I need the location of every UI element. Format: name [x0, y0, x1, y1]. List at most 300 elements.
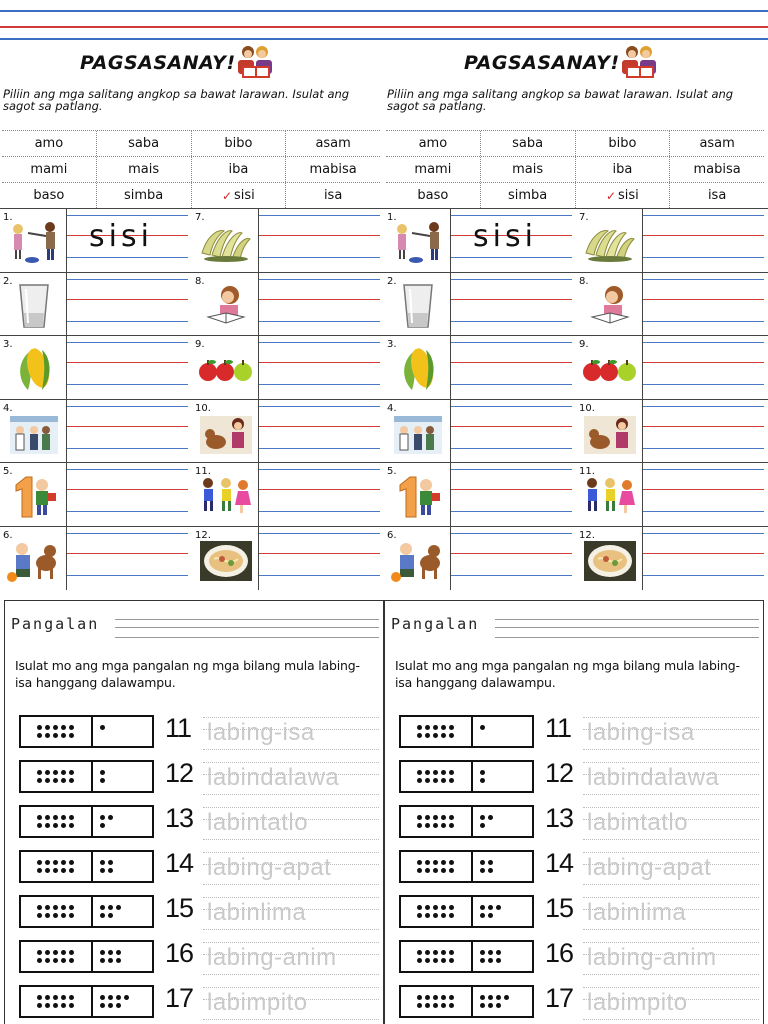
dot	[433, 770, 438, 775]
dot	[488, 958, 493, 963]
guide-line	[495, 627, 759, 628]
picture-item	[192, 208, 384, 271]
word-bank-label: amo	[418, 136, 448, 151]
guide-line	[203, 807, 379, 808]
tracing-line[interactable]	[203, 760, 379, 796]
answer-line[interactable]	[258, 336, 380, 399]
dot	[488, 913, 493, 918]
ten-dots	[401, 762, 473, 791]
written-answer: sisi	[89, 219, 153, 254]
ones-dots	[93, 897, 152, 926]
worksheet-title: PAGSASANAY!	[80, 52, 236, 74]
item-number: 7.	[195, 212, 205, 223]
ten-dots	[401, 987, 473, 1016]
answer-line[interactable]	[66, 400, 188, 463]
item-number: 5.	[387, 466, 397, 477]
dot	[100, 1003, 105, 1008]
guide-line	[451, 362, 572, 363]
ones-dots	[473, 897, 532, 926]
dot	[425, 733, 430, 738]
dot	[433, 995, 438, 1000]
tracing-line[interactable]	[203, 805, 379, 841]
worksheet-instruction: Piliin ang mga salitang angkop sa bawat larawan. Isulat ang sagot sa patlang.	[3, 87, 350, 113]
answer-line[interactable]	[258, 273, 380, 336]
ten-dots	[21, 942, 93, 971]
word-bank-word	[386, 157, 481, 182]
dot	[69, 770, 74, 775]
guide-line	[451, 469, 572, 470]
number-row	[399, 940, 759, 976]
dot	[100, 958, 105, 963]
dot	[488, 815, 493, 820]
dot	[449, 958, 454, 963]
numeral: 11	[545, 713, 572, 743]
dot	[449, 950, 454, 955]
tracing-line[interactable]	[203, 940, 379, 976]
dot	[417, 815, 422, 820]
dot	[425, 815, 430, 820]
dot	[116, 905, 121, 910]
name-field[interactable]	[115, 613, 379, 643]
ten-dots	[21, 987, 93, 1016]
guide-line	[451, 342, 572, 343]
word-bank-word	[286, 183, 380, 208]
top-blue-line-2	[0, 38, 768, 40]
pagsasanay-worksheet-left	[0, 44, 384, 590]
dot	[433, 913, 438, 918]
boy-with-dog-icon	[390, 537, 446, 583]
ones-dots	[93, 717, 152, 746]
answer-line[interactable]	[450, 273, 572, 336]
number-row	[19, 850, 379, 886]
dot	[417, 868, 422, 873]
dot	[45, 1003, 50, 1008]
guide-line	[259, 553, 380, 554]
dot	[480, 778, 485, 783]
dot	[61, 958, 66, 963]
guide-line	[67, 426, 188, 427]
picture-item	[576, 335, 768, 398]
answer-line[interactable]	[450, 527, 572, 590]
item-number: 12.	[195, 529, 211, 541]
guide-line	[451, 426, 572, 427]
number-words-worksheet-left	[4, 600, 384, 1024]
dot	[45, 868, 50, 873]
dot	[108, 913, 113, 918]
answer-line[interactable]	[450, 336, 572, 399]
number-row	[399, 805, 759, 841]
dot	[108, 860, 113, 865]
picture-item	[576, 462, 768, 525]
dot	[61, 1003, 66, 1008]
guide-line	[259, 384, 380, 385]
answer-line[interactable]	[642, 463, 764, 526]
guide-line	[643, 469, 764, 470]
name-label: Pangalan	[391, 615, 480, 633]
guide-line	[583, 942, 759, 943]
word-bank-label: mami	[414, 162, 452, 177]
worksheet-instruction: Isulat mo ang mga pangalan ng mga bilang mula labing-isa hanggang dalawampu.	[15, 658, 360, 690]
dot	[53, 860, 58, 865]
dot	[480, 913, 485, 918]
word-bank	[386, 130, 764, 208]
item-number: 2.	[3, 275, 13, 287]
dot	[488, 905, 493, 910]
answer-line[interactable]	[450, 209, 572, 272]
dot	[441, 725, 446, 730]
guide-line	[259, 362, 380, 363]
word-bank-word	[286, 131, 380, 156]
guide-line	[643, 575, 764, 576]
guide-line	[203, 884, 379, 885]
number-row	[399, 895, 759, 931]
answer-line[interactable]	[642, 527, 764, 590]
word-bank-label: bibo	[224, 136, 253, 151]
corn-icon	[6, 346, 62, 392]
guide-line	[583, 749, 759, 750]
tracing-line[interactable]	[203, 715, 379, 751]
word-bank-word	[386, 183, 481, 208]
dot	[433, 1003, 438, 1008]
picture-item	[576, 399, 768, 462]
guide-line	[67, 553, 188, 554]
dot	[108, 1003, 113, 1008]
number-row	[19, 760, 379, 796]
answer-line[interactable]	[258, 463, 380, 526]
numeral: 15	[545, 893, 574, 923]
picture-answer-grid	[384, 208, 768, 590]
ones-dots	[93, 852, 152, 881]
guide-line	[583, 852, 759, 853]
dot	[53, 995, 58, 1000]
dot	[480, 725, 485, 730]
guide-line	[583, 884, 759, 885]
word-bank-word	[2, 131, 97, 156]
number-row	[19, 805, 379, 841]
item-number: 12.	[579, 529, 595, 541]
dot	[449, 725, 454, 730]
ten-frame	[19, 850, 154, 883]
dot	[69, 860, 74, 865]
guide-line	[115, 619, 379, 620]
number-words-worksheet-right	[384, 600, 764, 1024]
word-bank-label: simba	[123, 188, 164, 203]
tracing-line[interactable]	[203, 895, 379, 931]
dot	[45, 733, 50, 738]
guide-line	[203, 839, 379, 840]
guide-line	[451, 215, 572, 216]
picture-item	[384, 272, 576, 335]
item-number: 5.	[3, 466, 13, 477]
dot	[496, 905, 501, 910]
picture-item	[0, 335, 192, 398]
dot	[417, 995, 422, 1000]
ones-dots	[473, 852, 532, 881]
noodle-soup-icon	[582, 537, 638, 583]
guide-line	[259, 469, 380, 470]
ten-dots	[21, 762, 93, 791]
tracing-line[interactable]	[203, 985, 379, 1021]
number-row	[19, 895, 379, 931]
dot	[417, 823, 422, 828]
boy-with-dog-icon	[6, 537, 62, 583]
answer-line[interactable]	[66, 336, 188, 399]
guide-line	[643, 279, 764, 280]
word-bank-label: isa	[323, 188, 343, 203]
dot	[449, 913, 454, 918]
guide-line	[643, 489, 764, 490]
answer-line[interactable]	[642, 209, 764, 272]
guide-line	[259, 406, 380, 407]
dot	[433, 815, 438, 820]
ten-frame	[399, 715, 534, 748]
dot	[417, 725, 422, 730]
word-bank-word	[97, 183, 192, 208]
picture-item	[576, 272, 768, 335]
answer-line[interactable]	[642, 273, 764, 336]
dot	[116, 1003, 121, 1008]
word-bank-label: asam	[315, 136, 351, 151]
answer-line[interactable]	[258, 527, 380, 590]
dot	[69, 905, 74, 910]
word-bank-word	[386, 131, 481, 156]
dot	[504, 995, 509, 1000]
item-number: 1.	[3, 212, 13, 223]
word-bank-word	[192, 183, 287, 208]
item-number: 11.	[579, 466, 595, 477]
ten-frame	[399, 850, 534, 883]
guide-line	[583, 794, 759, 795]
guide-line	[643, 406, 764, 407]
dot	[425, 950, 430, 955]
numeral: 16	[545, 938, 574, 968]
trace-word: labing-anim	[587, 944, 717, 971]
number-row	[19, 715, 379, 751]
guide-line	[203, 717, 379, 718]
word-bank	[2, 130, 380, 208]
item-number: 7.	[579, 212, 589, 223]
dot	[45, 815, 50, 820]
apples-icon	[198, 346, 254, 392]
dot	[61, 725, 66, 730]
word-bank-row	[386, 183, 764, 209]
picture-item	[576, 526, 768, 589]
number-row	[399, 850, 759, 886]
tracing-line[interactable]	[583, 715, 759, 751]
dot	[441, 770, 446, 775]
number-row	[399, 715, 759, 751]
guide-line	[203, 974, 379, 975]
dot	[61, 905, 66, 910]
guide-line	[583, 987, 759, 988]
guide-line	[583, 762, 759, 763]
number-one-boy-icon	[390, 473, 446, 519]
word-bank-label: mais	[512, 162, 544, 177]
word-bank-word	[2, 157, 97, 182]
word-bank-word	[576, 157, 671, 182]
item-number: 10.	[195, 402, 211, 414]
dot	[441, 913, 446, 918]
word-bank-label: saba	[512, 136, 544, 151]
dot	[480, 770, 485, 775]
dot	[441, 778, 446, 783]
ones-dots	[93, 762, 152, 791]
guide-line	[451, 299, 572, 300]
dot	[69, 778, 74, 783]
word-bank-label: mabisa	[693, 162, 741, 177]
guide-line	[67, 406, 188, 407]
tracing-line[interactable]	[203, 850, 379, 886]
dot	[417, 860, 422, 865]
item-number: 8.	[579, 275, 589, 287]
ten-dots	[401, 897, 473, 926]
guide-line	[203, 794, 379, 795]
word-bank-word	[97, 131, 192, 156]
dot	[417, 733, 422, 738]
answer-line[interactable]	[642, 336, 764, 399]
guide-line	[259, 257, 380, 258]
dot	[433, 778, 438, 783]
dot	[441, 868, 446, 873]
number-one-boy-icon	[6, 473, 62, 519]
dot	[480, 958, 485, 963]
answer-line[interactable]	[66, 463, 188, 526]
ones-dots	[473, 942, 532, 971]
word-bank-word	[670, 183, 764, 208]
dot	[61, 778, 66, 783]
guide-line	[259, 342, 380, 343]
numeral: 16	[165, 938, 194, 968]
guide-line	[643, 553, 764, 554]
answer-line[interactable]	[450, 400, 572, 463]
guide-line	[451, 489, 572, 490]
dot	[417, 958, 422, 963]
dot	[441, 733, 446, 738]
dot	[116, 958, 121, 963]
number-row	[399, 760, 759, 796]
dot	[425, 913, 430, 918]
dot	[425, 868, 430, 873]
answer-line[interactable]	[450, 463, 572, 526]
numeral: 14	[165, 848, 194, 878]
answer-line[interactable]	[66, 527, 188, 590]
check-mark-icon: ✓	[221, 188, 233, 203]
glass-icon	[6, 283, 62, 329]
word-bank-word	[481, 183, 576, 208]
dot	[45, 770, 50, 775]
picture-item	[192, 335, 384, 398]
dot	[69, 823, 74, 828]
guide-line	[643, 299, 764, 300]
item-number: 2.	[387, 275, 397, 287]
guide-line	[643, 362, 764, 363]
dot	[425, 860, 430, 865]
name-field[interactable]	[495, 613, 759, 643]
dot	[37, 995, 42, 1000]
pet-dog-icon	[582, 410, 638, 456]
answer-line[interactable]	[258, 400, 380, 463]
tracing-line[interactable]	[583, 940, 759, 976]
numeral: 17	[165, 983, 194, 1013]
numeral: 14	[545, 848, 574, 878]
trace-word: labimpito	[207, 989, 308, 1016]
ten-frame	[19, 805, 154, 838]
ones-dots	[93, 942, 152, 971]
guide-line	[203, 897, 379, 898]
ten-frame	[399, 895, 534, 928]
check-mark-icon: ✓	[605, 188, 617, 203]
banana-icon	[582, 219, 638, 265]
worksheet-title: PAGSASANAY!	[464, 52, 620, 74]
glass-icon	[390, 283, 446, 329]
dot	[69, 950, 74, 955]
trace-word: labinlima	[587, 899, 687, 926]
dot	[441, 958, 446, 963]
guide-line	[67, 469, 188, 470]
church-people-icon	[390, 410, 446, 456]
item-number: 6.	[387, 529, 397, 541]
dot	[53, 958, 58, 963]
tracing-line[interactable]	[583, 985, 759, 1021]
guide-line	[583, 897, 759, 898]
dot	[449, 995, 454, 1000]
ten-frame	[19, 895, 154, 928]
dot	[37, 905, 42, 910]
guide-line	[451, 321, 572, 322]
answer-line[interactable]	[642, 400, 764, 463]
answer-line[interactable]	[66, 273, 188, 336]
dot	[100, 823, 105, 828]
dot	[100, 905, 105, 910]
guide-line	[67, 257, 188, 258]
dot	[69, 733, 74, 738]
tracing-line[interactable]	[583, 760, 759, 796]
ones-dots	[473, 717, 532, 746]
picture-item	[384, 335, 576, 398]
word-bank-word	[192, 131, 287, 156]
word-bank-label: amo	[34, 136, 64, 151]
picture-item	[192, 272, 384, 335]
dot	[100, 860, 105, 865]
guide-line	[643, 511, 764, 512]
dot	[488, 950, 493, 955]
name-label: Pangalan	[11, 615, 100, 633]
picture-item	[0, 399, 192, 462]
answer-line[interactable]	[66, 209, 188, 272]
tracing-line[interactable]	[583, 850, 759, 886]
trace-word: labindalawa	[587, 764, 720, 791]
dot	[37, 958, 42, 963]
tracing-line[interactable]	[583, 805, 759, 841]
dot	[124, 995, 129, 1000]
guide-line	[583, 1019, 759, 1020]
numeral: 12	[165, 758, 194, 788]
numeral: 17	[545, 983, 574, 1013]
answer-line[interactable]	[258, 209, 380, 272]
number-row	[19, 985, 379, 1021]
tracing-line[interactable]	[583, 895, 759, 931]
trace-word: labintatlo	[587, 809, 689, 836]
picture-item	[0, 526, 192, 589]
ones-dots	[473, 807, 532, 836]
guide-line	[643, 342, 764, 343]
noodle-soup-icon	[198, 537, 254, 583]
dot	[100, 868, 105, 873]
dot	[449, 868, 454, 873]
dot	[108, 995, 113, 1000]
dot	[53, 905, 58, 910]
dot	[61, 860, 66, 865]
